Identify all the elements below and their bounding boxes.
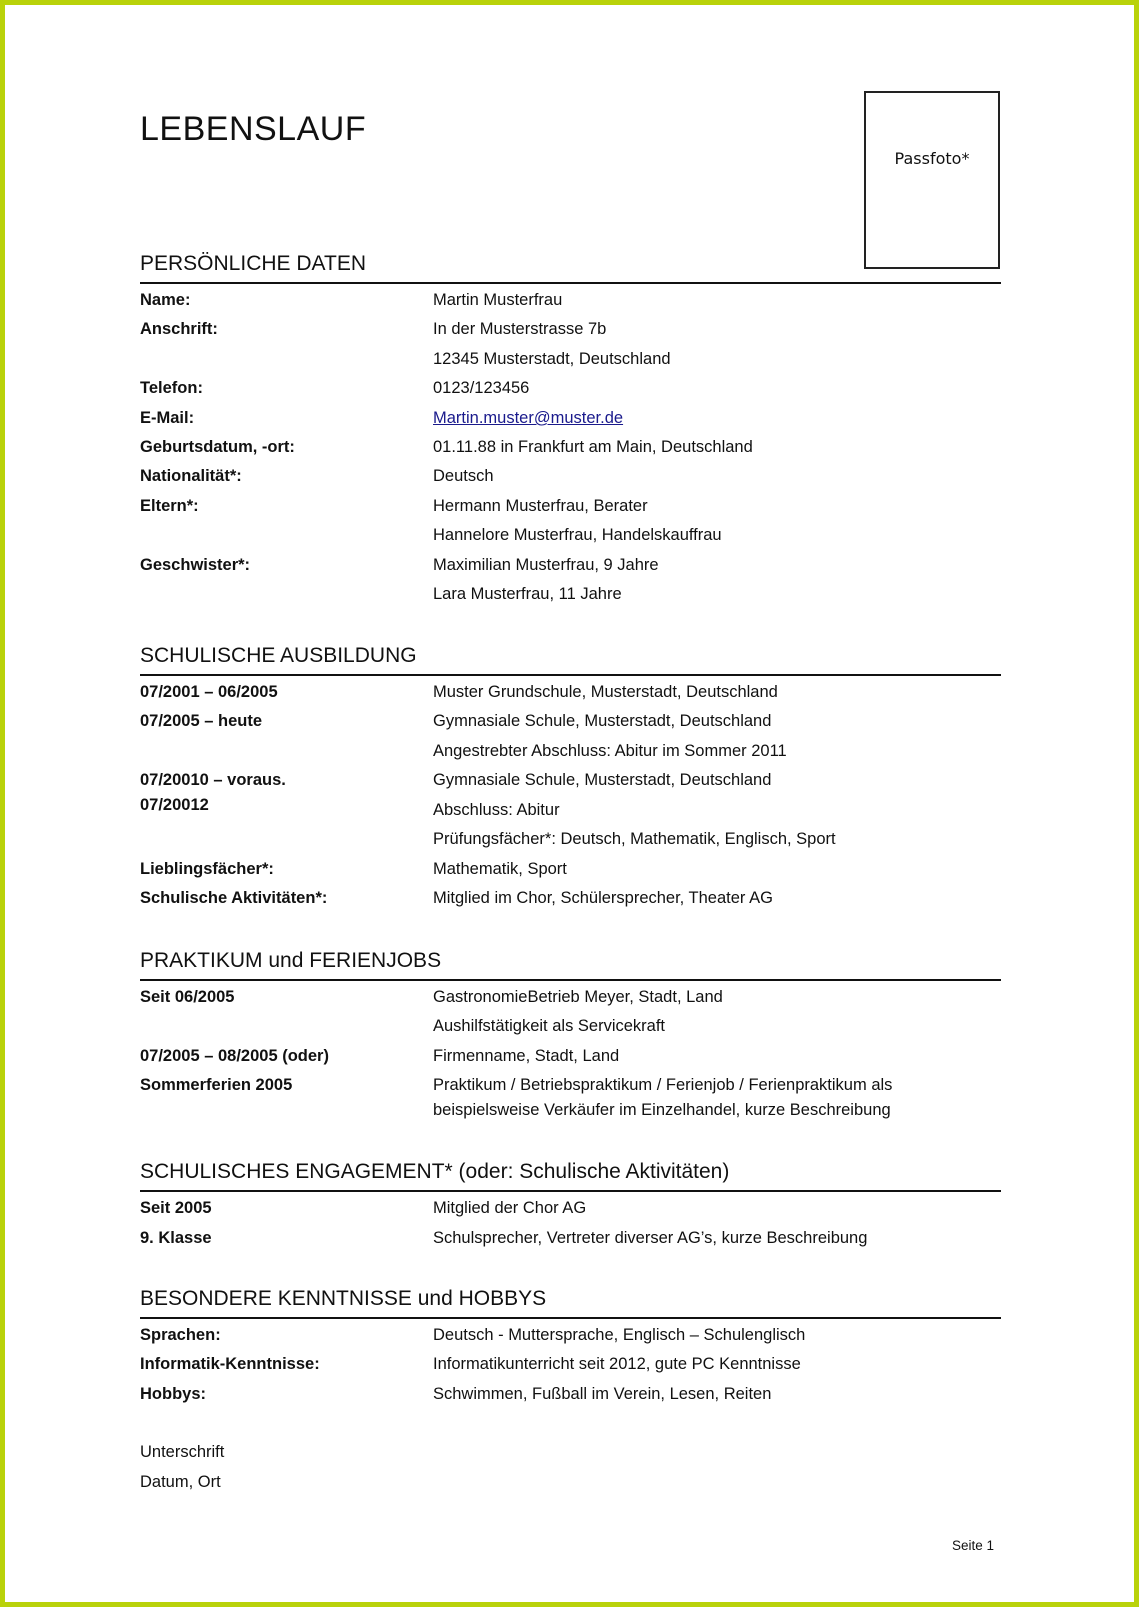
value-parent-1: Hermann Musterfrau, Berater (433, 497, 648, 515)
label-address: Anschrift: (140, 320, 218, 338)
signature-label: Unterschrift (140, 1443, 225, 1461)
label-internship-period-1: Seit 06/2005 (140, 988, 235, 1006)
label-name: Name: (140, 291, 191, 309)
value-address-line2: 12345 Musterstadt, Deutschland (433, 350, 671, 368)
label-parents: Eltern*: (140, 497, 199, 515)
label-favorite-subjects: Lieblingsfächer*: (140, 860, 274, 878)
section-rule (140, 979, 1001, 981)
value-engagement-1: Mitglied der Chor AG (433, 1199, 587, 1217)
value-internship-1-line2: Aushilfstätigkeit als Servicekraft (433, 1017, 666, 1035)
label-internship-period-3: Sommerferien 2005 (140, 1076, 293, 1094)
label-nationality: Nationalität*: (140, 467, 242, 485)
label-languages: Sprachen: (140, 1326, 221, 1344)
passport-photo-placeholder (864, 91, 1000, 269)
label-phone: Telefon: (140, 379, 203, 397)
section-title-skills: BESONDERE KENNTNISSE und HOBBYS (140, 1287, 547, 1310)
page-number: Seite 1 (952, 1538, 995, 1553)
value-school-1: Muster Grundschule, Musterstadt, Deutschland (433, 683, 778, 701)
value-phone: 0123/123456 (433, 379, 530, 397)
passport-photo-label: Passfoto* (894, 149, 970, 168)
label-school-period-2: 07/2005 – heute (140, 712, 262, 730)
value-engagement-2: Schulsprecher, Vertreter diverser AG’s, kurze Beschreibung (433, 1229, 868, 1247)
label-engagement-period-2: 9. Klasse (140, 1229, 212, 1247)
section-rule (140, 674, 1001, 676)
value-internship-3-line1: Praktikum / Betriebspraktikum / Ferienjob / Ferienpraktikum als (433, 1076, 893, 1094)
label-birth: Geburtsdatum, -ort: (140, 438, 295, 456)
value-hobbies: Schwimmen, Fußball im Verein, Lesen, Reiten (433, 1385, 772, 1403)
section-rule (140, 1317, 1001, 1319)
label-hobbies: Hobbys: (140, 1385, 206, 1403)
value-address-line1: In der Musterstrasse 7b (433, 320, 607, 338)
value-school-3-line3: Prüfungsfächer*: Deutsch, Mathematik, Englisch, Sport (433, 830, 836, 848)
section-title-personal: PERSÖNLICHE DATEN (140, 252, 366, 275)
value-nationality: Deutsch (433, 467, 494, 485)
value-school-3-line2: Abschluss: Abitur (433, 801, 560, 819)
value-parent-2: Hannelore Musterfrau, Handelskauffrau (433, 526, 722, 544)
value-school-activities: Mitglied im Chor, Schülersprecher, Theater AG (433, 889, 773, 907)
value-name: Martin Musterfrau (433, 291, 563, 309)
value-internship-1-line1: GastronomieBetrieb Meyer, Stadt, Land (433, 988, 723, 1006)
value-school-2-line2: Angestrebter Abschluss: Abitur im Sommer 2011 (433, 742, 787, 760)
label-school-activities: Schulische Aktivitäten*: (140, 889, 328, 907)
label-school-period-3a: 07/20010 – voraus. (140, 771, 286, 789)
label-internship-period-2: 07/2005 – 08/2005 (oder) (140, 1047, 329, 1065)
value-school-3-line1: Gymnasiale Schule, Musterstadt, Deutschland (433, 771, 772, 789)
label-siblings: Geschwister*: (140, 556, 251, 574)
value-school-2-line1: Gymnasiale Schule, Musterstadt, Deutschland (433, 712, 772, 730)
section-rule (140, 282, 1001, 284)
value-favorite-subjects: Mathematik, Sport (433, 860, 567, 878)
section-title-school: SCHULISCHE AUSBILDUNG (140, 644, 417, 667)
value-languages: Deutsch - Muttersprache, Englisch – Schulenglisch (433, 1326, 806, 1344)
label-email: E-Mail: (140, 409, 195, 427)
value-sibling-2: Lara Musterfrau, 11 Jahre (433, 585, 622, 603)
document-title: LEBENSLAUF (140, 110, 367, 148)
section-rule (140, 1190, 1001, 1192)
section-title-internship: PRAKTIKUM und FERIENJOBS (140, 949, 442, 972)
value-internship-3-line2: beispielsweise Verkäufer im Einzelhandel, kurze Beschreibung (433, 1101, 891, 1119)
value-birth: 01.11.88 in Frankfurt am Main, Deutschland (433, 438, 753, 456)
value-internship-2: Firmenname, Stadt, Land (433, 1047, 620, 1065)
label-school-period-1: 07/2001 – 06/2005 (140, 683, 278, 701)
label-engagement-period-1: Seit 2005 (140, 1199, 212, 1217)
label-school-period-3b: 07/20012 (140, 796, 209, 814)
value-it-skills: Informatikunterricht seit 2012, gute PC Kenntnisse (433, 1355, 801, 1373)
value-sibling-1: Maximilian Musterfrau, 9 Jahre (433, 556, 659, 574)
label-it-skills: Informatik-Kenntnisse: (140, 1355, 320, 1373)
date-place-label: Datum, Ort (140, 1473, 221, 1491)
email-link[interactable]: Martin.muster@muster.de (433, 409, 624, 427)
section-title-engagement: SCHULISCHES ENGAGEMENT* (oder: Schulische Aktivitäten) (140, 1160, 730, 1183)
